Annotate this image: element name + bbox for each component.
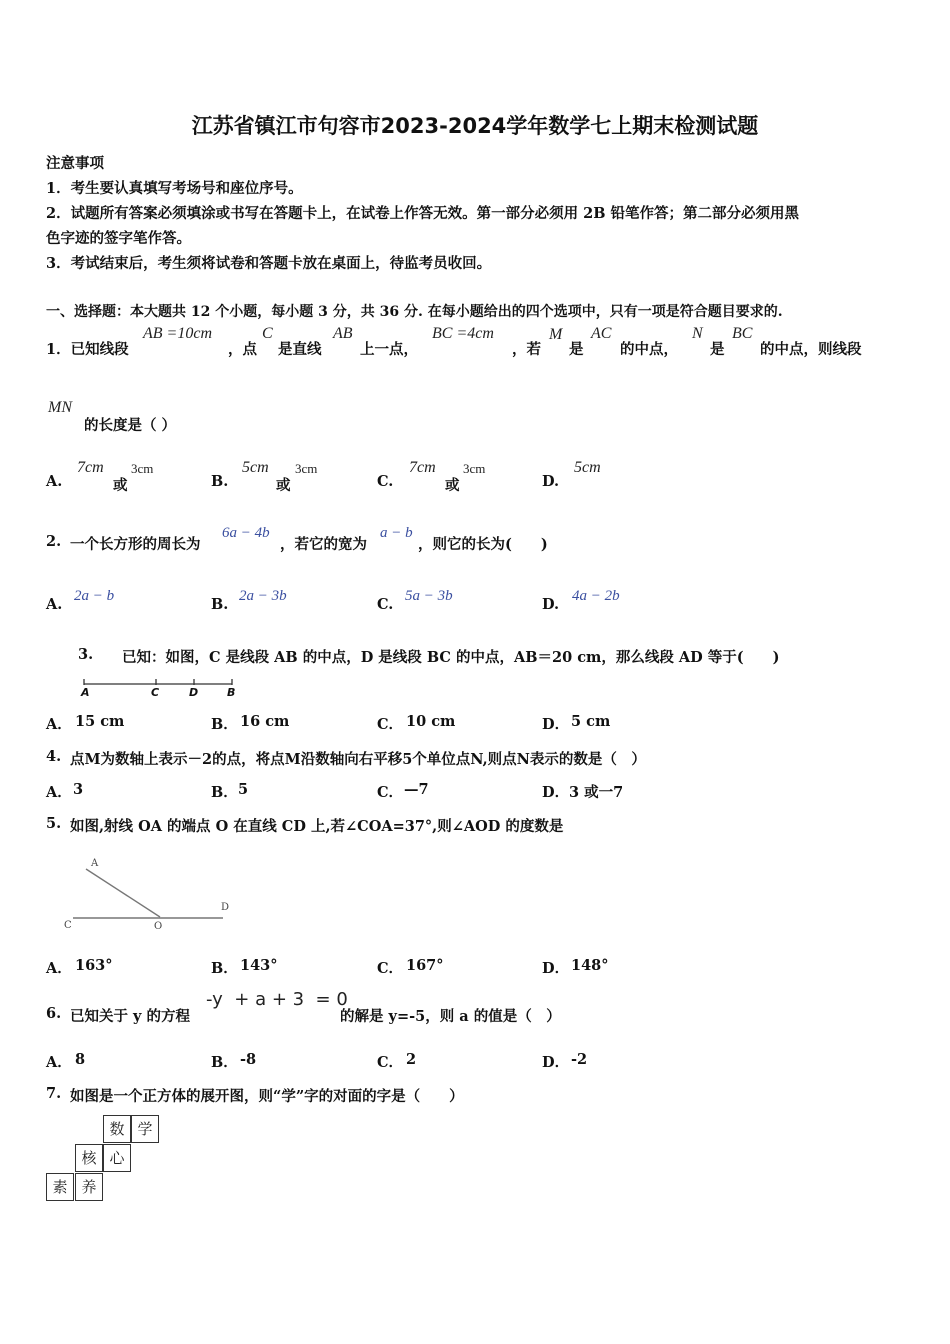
point-label-c: C: [151, 686, 160, 699]
question-text: 是直线: [278, 341, 322, 358]
option-or: 或: [445, 477, 460, 494]
math-expression: MN: [48, 399, 72, 416]
question-number: 6.: [46, 1005, 62, 1022]
question-text: 已知：如图，C 是线段 AB 的中点，D 是线段 BC 的中点，AB＝20 cm，那么线段 AD 等于( ): [122, 649, 780, 666]
angle-figure: [60, 860, 240, 930]
option-label[interactable]: D．: [542, 1054, 570, 1071]
question-1: [46, 338, 129, 359]
option-label[interactable]: B.: [211, 473, 229, 490]
question-number: 7.: [46, 1085, 62, 1102]
point-label-d: D: [221, 902, 230, 913]
question-text: ，若: [512, 341, 541, 358]
option-label[interactable]: D．: [542, 960, 570, 977]
option-value: —7: [404, 781, 429, 798]
math-expression: AC: [591, 325, 612, 342]
option-label[interactable]: D．: [542, 716, 570, 733]
question-text: 的解是 y=-5，则 a 的值是（ ）: [340, 1008, 561, 1025]
option-value: 163°: [75, 957, 113, 974]
option-label[interactable]: C．: [377, 1054, 404, 1071]
option-value: 5cm: [574, 459, 601, 476]
point-label-a: A: [91, 858, 99, 869]
notice-item-2: 2．试题所有答案必须填涂或书写在答题卡上，在试卷上作答无效。第一部分必须用 2B 铅笔作答；第二部分必须用黑: [46, 205, 800, 222]
option-value: 143°: [240, 957, 278, 974]
option-value: 2a − 3b: [239, 588, 287, 604]
question-text: 已知线段: [70, 341, 129, 358]
option-value: 2: [406, 1051, 417, 1068]
option-label[interactable]: C.: [377, 473, 394, 490]
question-text: 一个长方形的周长为: [70, 536, 201, 553]
segment-figure: [80, 676, 240, 700]
point-label-a: A: [81, 686, 90, 699]
page-title: 江苏省镇江市句容市2023-2024学年数学七上期末检测试题: [191, 114, 759, 138]
option-label[interactable]: A．: [46, 1054, 72, 1071]
option-label[interactable]: B.: [211, 596, 229, 613]
option-value: 15 cm: [75, 713, 125, 730]
option-label[interactable]: A．: [46, 960, 72, 977]
net-cell: 心: [103, 1144, 131, 1172]
notice-heading: 注意事项: [46, 155, 104, 172]
option-label[interactable]: C.: [377, 596, 394, 613]
section-heading: 一、选择题：本大题共 12 个小题，每小题 3 分，共 36 分. 在每小题给出的四个选项中，只有一项是符合题目要求的.: [46, 304, 783, 320]
net-cell: 素: [46, 1173, 74, 1201]
net-cell: 养: [75, 1173, 103, 1201]
option-label[interactable]: A．: [46, 784, 72, 801]
option-or: 或: [276, 477, 291, 494]
point-label-o: O: [154, 921, 163, 932]
math-expression: M: [549, 326, 563, 343]
point-label-b: B: [227, 686, 236, 699]
option-value: 3cm: [131, 461, 154, 476]
question-text: ，点: [228, 341, 257, 358]
option-value: 5 cm: [571, 713, 611, 730]
notice-item-2-cont: 色字迹的签字笔作答。: [46, 230, 191, 247]
option-value: 7cm: [77, 459, 104, 476]
option-value: 5: [238, 781, 249, 798]
math-expression: BC: [732, 325, 753, 342]
math-expression: BC =4cm: [432, 325, 494, 342]
option-label[interactable]: A.: [46, 596, 63, 613]
option-value: 3: [73, 781, 84, 798]
question-text: 上一点，: [360, 341, 418, 358]
net-cell: 数: [103, 1115, 131, 1143]
question-text: 如图是一个正方体的展开图，则“学”字的对面的字是（ ）: [70, 1088, 464, 1105]
option-value: 5cm: [242, 459, 269, 476]
notice-item-1: 1．考生要认真填写考场号和座位序号。: [46, 180, 303, 197]
option-value: 3 或一7: [569, 784, 624, 801]
option-value: 10 cm: [406, 713, 456, 730]
net-cell: 学: [131, 1115, 159, 1143]
option-value: 4a − 2b: [572, 588, 620, 604]
question-number: 4.: [46, 748, 62, 765]
option-label[interactable]: A.: [46, 473, 63, 490]
option-value: 7cm: [409, 459, 436, 476]
math-expression: 6a − 4b: [222, 525, 270, 541]
option-value: -8: [240, 1051, 257, 1068]
point-label-d: D: [189, 686, 199, 699]
option-label[interactable]: A．: [46, 716, 72, 733]
option-value: 16 cm: [240, 713, 290, 730]
option-value: 148°: [571, 957, 609, 974]
math-expression: N: [692, 325, 703, 342]
question-text: ，若它的宽为: [280, 536, 367, 553]
option-label[interactable]: B．: [211, 784, 238, 801]
option-value: 167°: [406, 957, 444, 974]
option-value: -2: [571, 1051, 588, 1068]
option-label[interactable]: D.: [542, 473, 560, 490]
option-label[interactable]: B．: [211, 960, 238, 977]
question-text: 已知关于 y 的方程: [70, 1008, 191, 1025]
option-value: 5a − 3b: [405, 588, 453, 604]
option-value: 8: [75, 1051, 86, 1068]
option-label[interactable]: B．: [211, 716, 238, 733]
net-cell: 核: [75, 1144, 103, 1172]
question-text: ，则它的长为( ): [418, 536, 548, 553]
question-text: 如图,射线 OA 的端点 O 在直线 CD 上,若∠COA=37°,则∠AOD 的度数是: [70, 818, 564, 835]
option-value: 3cm: [463, 461, 486, 476]
math-expression: AB: [333, 325, 353, 342]
point-label-c: C: [64, 920, 72, 931]
option-or: 或: [113, 477, 128, 494]
option-value: 3cm: [295, 461, 318, 476]
option-label[interactable]: B．: [211, 1054, 238, 1071]
question-number: 2.: [46, 533, 62, 550]
question-number: 5.: [46, 815, 62, 832]
question-text: 是: [569, 341, 584, 358]
question-text: 是: [710, 341, 725, 358]
question-text: 的长度是（ ）: [84, 417, 177, 434]
math-expression: C: [262, 325, 273, 342]
option-label[interactable]: C．: [377, 784, 404, 801]
question-text: 的中点，: [620, 341, 678, 358]
notice-item-3: 3．考试结束后，考生须将试卷和答题卡放在桌面上，待监考员收回。: [46, 255, 492, 272]
option-label[interactable]: D.: [542, 596, 560, 613]
math-expression: -y + a + 3 = 0: [206, 989, 348, 1010]
option-label[interactable]: C．: [377, 960, 404, 977]
question-text: 点M为数轴上表示－2的点，将点M沿数轴向右平移5个单位点N,则点N表示的数是（ ）: [70, 751, 646, 768]
question-number: 1．: [46, 341, 71, 358]
math-expression: AB =10cm: [143, 325, 212, 342]
math-expression: a − b: [380, 525, 413, 541]
option-value: 2a − b: [74, 588, 115, 604]
option-label[interactable]: C．: [377, 716, 404, 733]
question-number: 3.: [78, 646, 94, 663]
option-label[interactable]: D．: [542, 784, 570, 801]
question-text: 的中点，则线段: [760, 341, 862, 358]
